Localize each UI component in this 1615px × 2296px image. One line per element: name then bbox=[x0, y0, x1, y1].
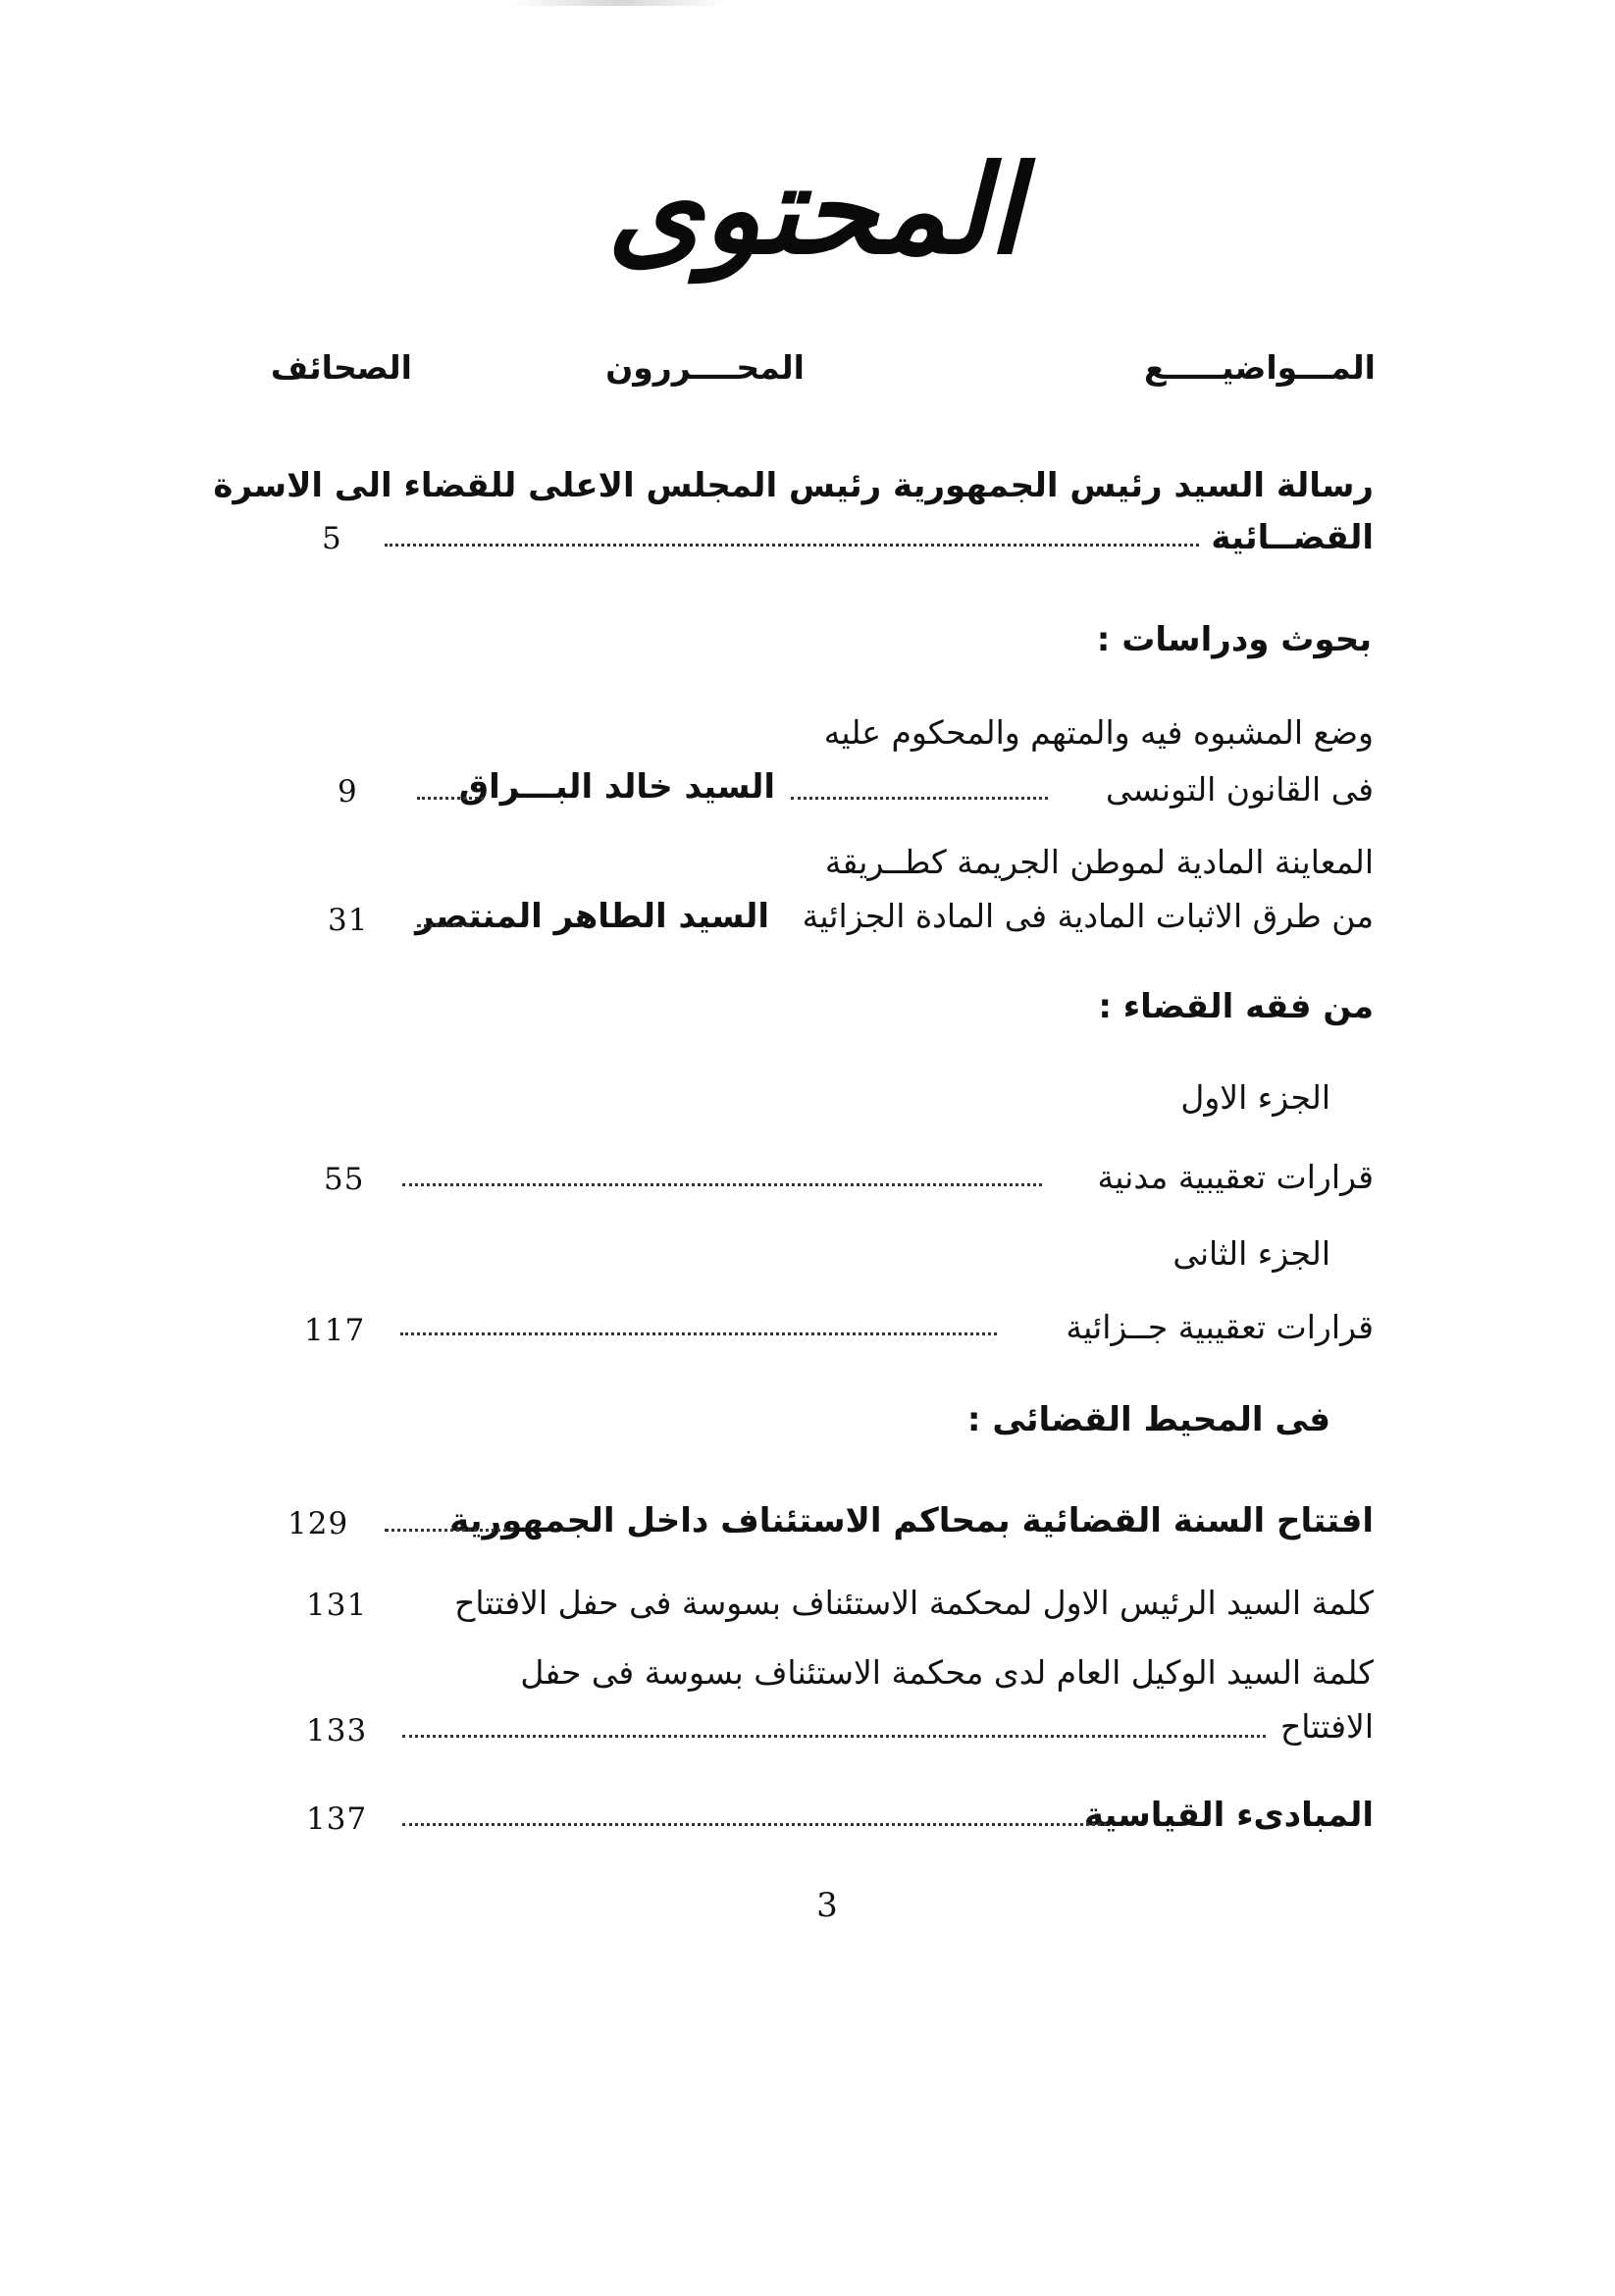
header-editors: المحــــررون bbox=[605, 348, 805, 387]
leader-dots bbox=[400, 1332, 997, 1335]
toc-entry-judicial1: افتتاح السنة القضائية بمحاكم الاستئناف داخل الجمهورية bbox=[449, 1501, 1374, 1540]
leader-dots bbox=[385, 1529, 514, 1532]
header-pages: الصحائف bbox=[270, 348, 412, 387]
toc-entry-research2-line1: المعاينة المادية لموطن الجريمة كطــريقة bbox=[824, 843, 1374, 881]
page-number-principles: 137 bbox=[306, 1801, 368, 1837]
scan-edge-mark bbox=[510, 0, 726, 6]
toc-entry-research2-line2: من طرق الاثبات المادية فى المادة الجزائية bbox=[802, 897, 1374, 935]
leader-dots bbox=[417, 797, 484, 800]
section-research-title: بحوث ودراسات : bbox=[1096, 620, 1372, 659]
toc-entry-research1-line1: وضع المشبوه فيه والمتهم والمحكوم عليه bbox=[823, 713, 1374, 752]
toc-entry-judicial2: كلمة السيد الرئيس الاول لمحكمة الاستئناف بسوسة فى حفل الافتتاح bbox=[454, 1584, 1374, 1622]
page-title: المحتوى bbox=[606, 139, 1022, 282]
leader-dots bbox=[402, 1823, 1107, 1826]
leader-dots bbox=[402, 1735, 1266, 1738]
toc-entry-research1-line2: فى القانون التونسى bbox=[1105, 770, 1374, 809]
toc-entry-jurisprudence1: قرارات تعقيبية مدنية bbox=[1097, 1158, 1374, 1196]
page-number-judicial1: 129 bbox=[287, 1506, 349, 1541]
page-number-jurisprudence2: 117 bbox=[304, 1313, 366, 1348]
page-number-jurisprudence1: 55 bbox=[324, 1162, 365, 1197]
toc-entry-letter-line2: القضــائية bbox=[1211, 518, 1374, 557]
page-number-research1: 9 bbox=[338, 774, 358, 809]
toc-author-research2: السيد الطاهر المنتصر bbox=[415, 897, 769, 936]
toc-entry-judicial3-line1: كلمة السيد الوكيل العام لدى محكمة الاستئناف بسوسة فى حفل bbox=[520, 1653, 1374, 1692]
part-label-1: الجزء الاول bbox=[1180, 1078, 1330, 1117]
page-number-judicial3: 133 bbox=[306, 1713, 368, 1748]
toc-entry-judicial3-line2: الافتتاح bbox=[1279, 1707, 1374, 1746]
toc-entry-principles: المبادىء القياسية bbox=[1083, 1796, 1374, 1835]
toc-entry-letter-line1: رسالة السيد رئيس الجمهورية رئيس المجلس الاعلى للقضاء الى الاسرة bbox=[213, 466, 1374, 505]
page-footer-number: 3 bbox=[816, 1886, 838, 1925]
leader-dots bbox=[417, 924, 470, 927]
leader-dots bbox=[791, 797, 1048, 800]
section-judicial-title: فى المحيط القضائى : bbox=[966, 1400, 1330, 1439]
toc-author-research1: السيد خالد البـــراق bbox=[458, 767, 775, 807]
leader-dots bbox=[385, 544, 1199, 547]
header-topics: المـــواضيـــــع bbox=[1144, 348, 1376, 387]
part-label-2: الجزء الثانى bbox=[1172, 1234, 1330, 1273]
section-jurisprudence-title: من فقه القضاء : bbox=[1098, 987, 1374, 1026]
page-number-judicial2: 131 bbox=[306, 1588, 368, 1623]
page-number-letter: 5 bbox=[322, 521, 342, 556]
page-number-research2: 31 bbox=[328, 903, 369, 938]
leader-dots bbox=[402, 1183, 1042, 1186]
toc-entry-jurisprudence2: قرارات تعقيبية جــزائية bbox=[1066, 1308, 1374, 1346]
